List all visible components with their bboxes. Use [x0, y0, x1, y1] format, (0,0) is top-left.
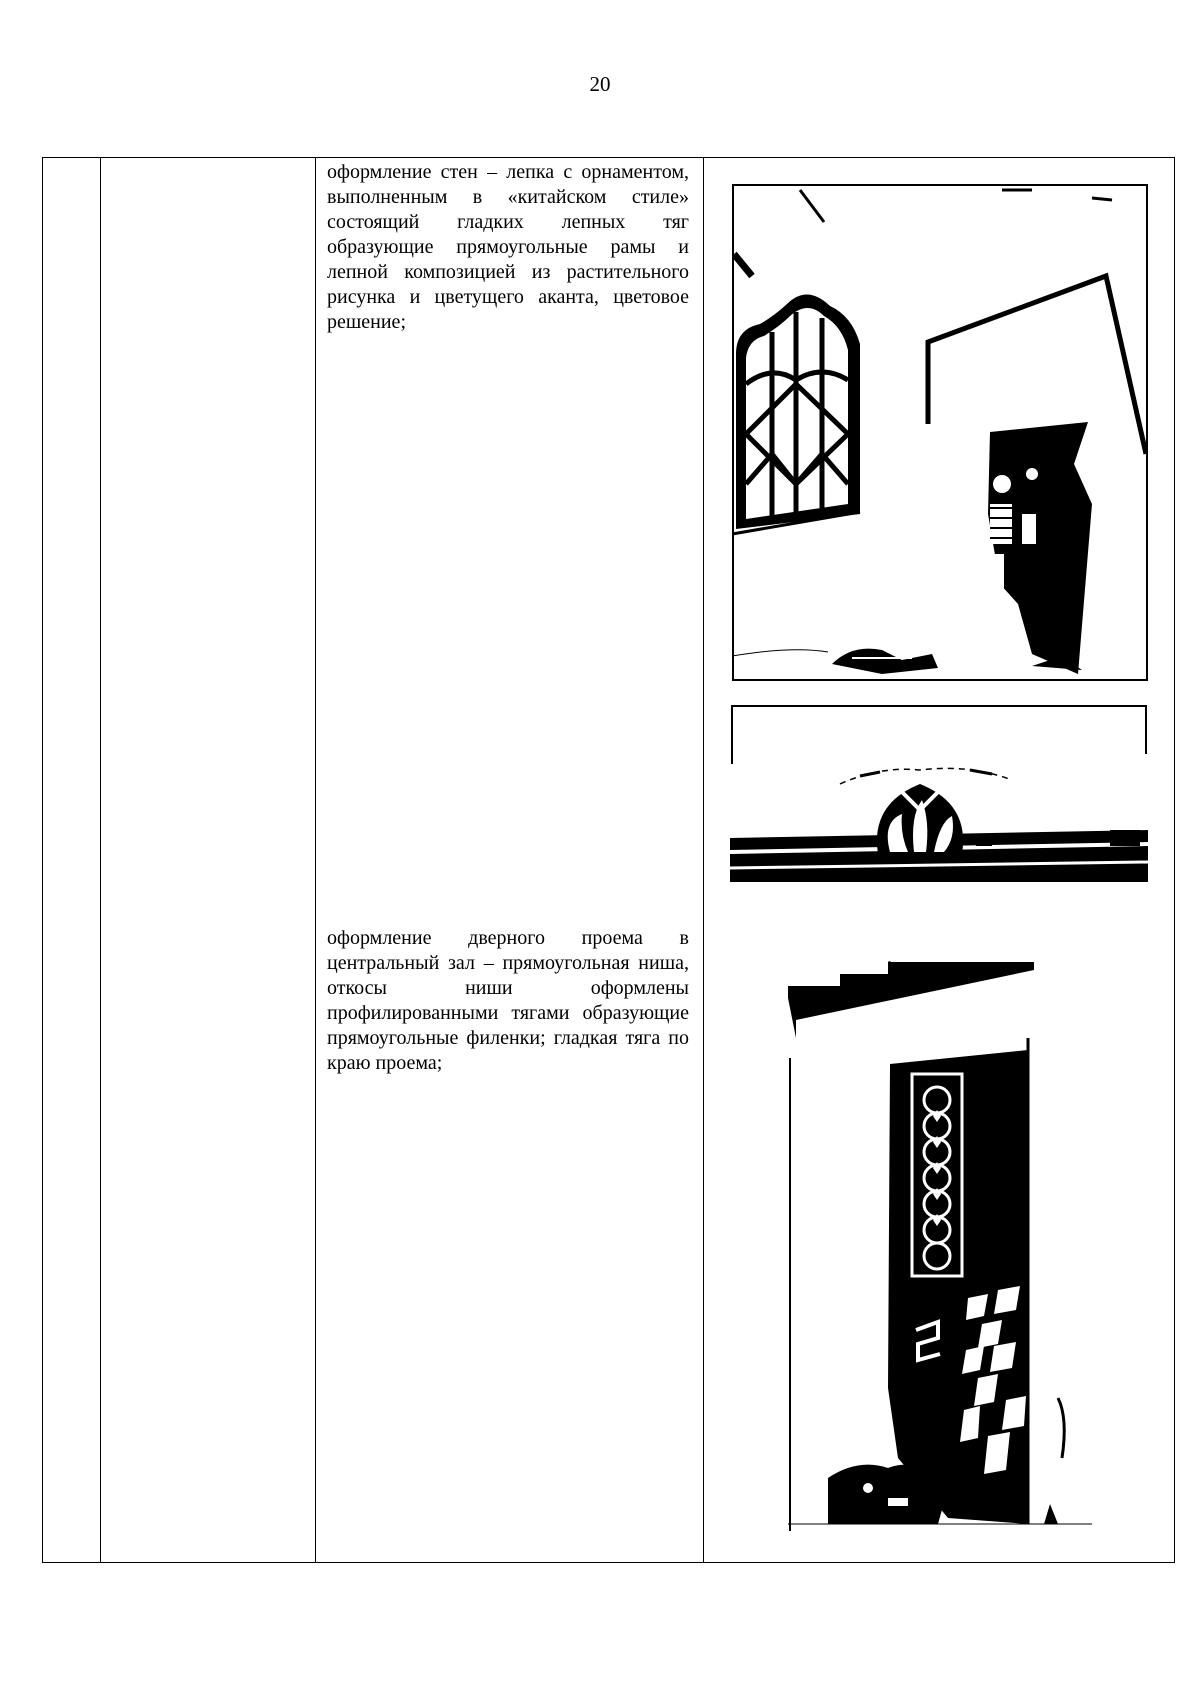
- photo-doorway-niche: [788, 958, 1092, 1531]
- name-cell: [101, 158, 316, 1563]
- content-table: [42, 157, 1175, 1563]
- description-doorway: оформление дверного проема в центральный зал – прямоугольная ниша, откосы ниши оформлены профилированными тягами образующие прямоугольные филенки; гладкая тяга по краю проема;: [327, 927, 689, 1074]
- description-cell: [316, 158, 704, 1563]
- number-cell: [43, 158, 101, 1563]
- photo-cornice-acanthus-graphic: [730, 704, 1148, 884]
- description-walls: оформление стен – лепка с орнаментом, выполненным в «китайском стиле» состоящий гладких лепных тяг образующие прямоугольные рамы и лепной композицией из растительного рисунка и цветущего аканта, цветовое решение;: [327, 161, 689, 333]
- photo-cornice-acanthus: [730, 704, 1148, 884]
- page-number: 20: [589, 72, 611, 96]
- photo-doorway-niche-graphic: [788, 958, 1092, 1531]
- photo-wall-arched-window-graphic: [732, 184, 1148, 681]
- table-row: [43, 158, 1175, 1563]
- photo-cell: [704, 158, 1175, 1563]
- photo-wall-arched-window: [732, 184, 1148, 681]
